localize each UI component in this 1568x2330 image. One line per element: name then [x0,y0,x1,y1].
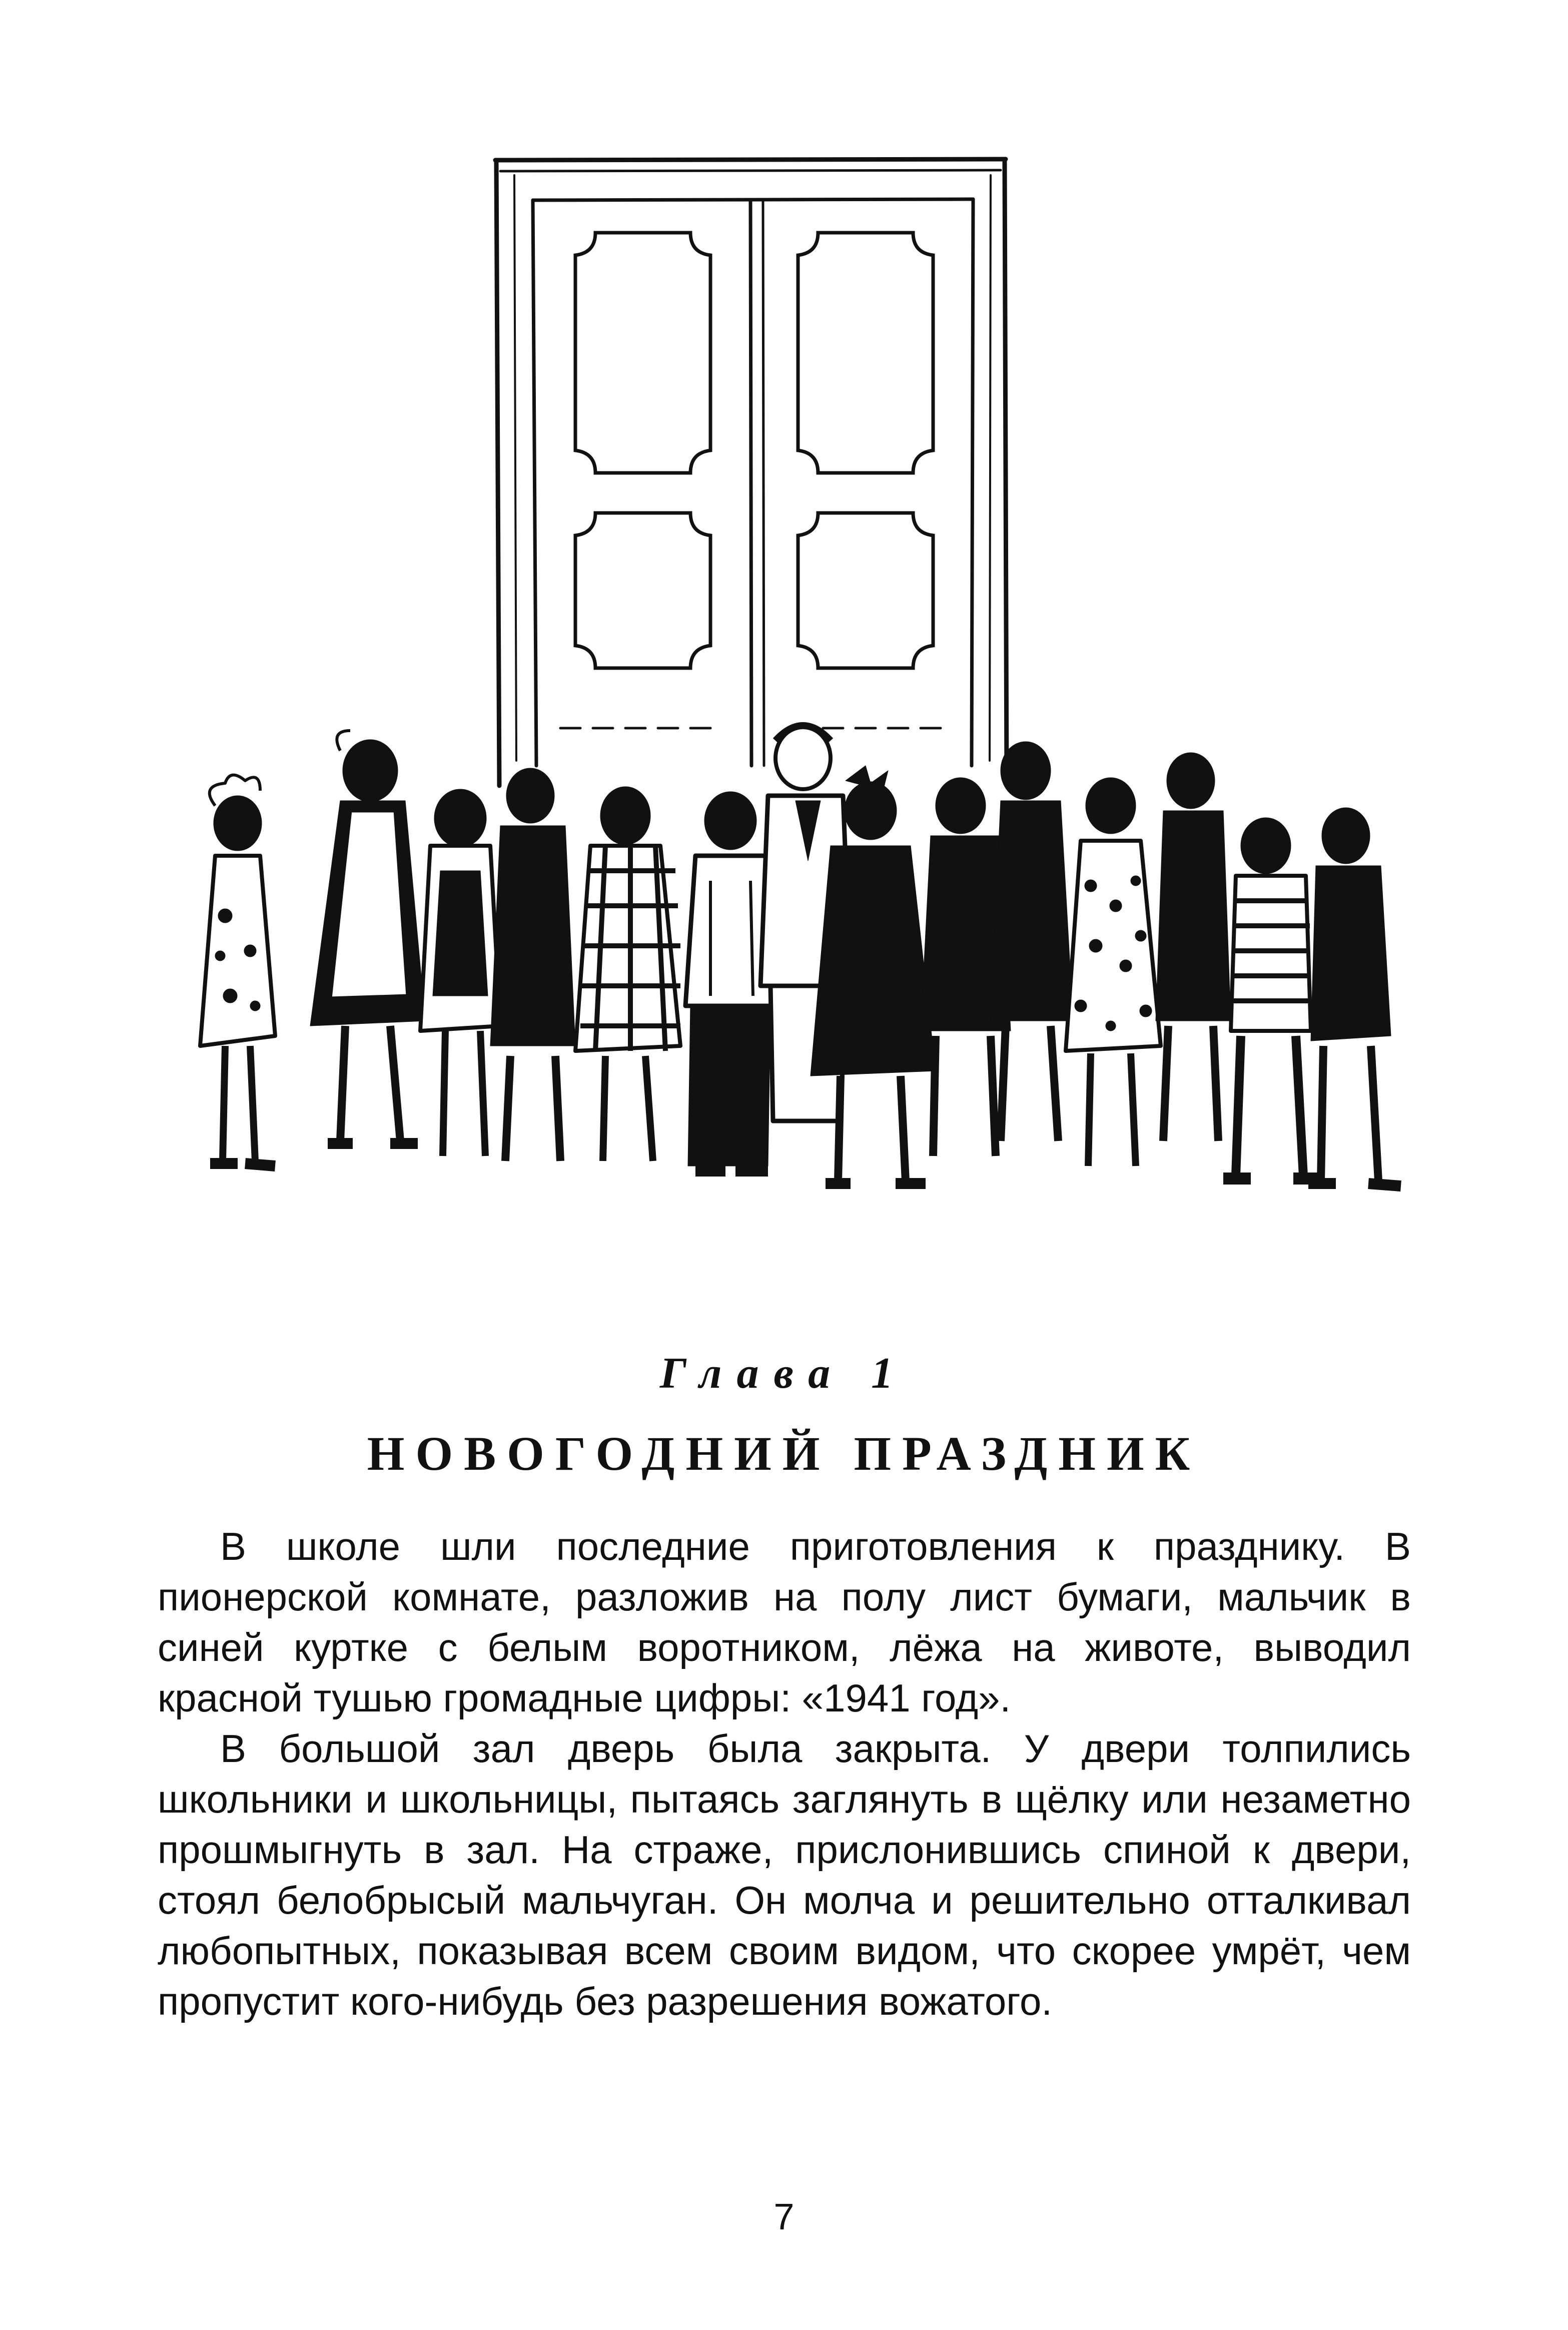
illustration-svg [180,145,1406,1256]
chapter-label: Глава 1 [659,1349,909,1398]
girl-figure-2 [310,731,425,1143]
double-door-drawing [495,159,1007,786]
boy-figure-5 [1156,753,1231,1141]
girl-figure-4 [575,787,680,1161]
girl-figure-6 [1066,778,1161,1166]
girl-figure-1 [200,775,275,1166]
girl-figure-3 [420,789,500,1156]
boy-figure-1 [490,768,575,1161]
paragraph-2: В большой зал дверь была закрыта. У двери толпились школьники и школьницы, пытаясь заглянуть в щёлку или незаметно прошмыгнуть в зал. На страже, прислонившись спиной к двери, стоял белобрысый мальчуган. Он молча и решительно отталкивал любопытных, показывая всем своим видом, что скорее умрёт, чем пропустит кого-нибудь без разрешения вожатого. [158,1726,1411,2023]
chapter-title: НОВОГОДНИЙ ПРАЗДНИК [367,1427,1201,1480]
chapter-illustration [180,145,1406,1256]
boy-figure-7 [1308,808,1401,1186]
paragraph-1: В школе шли последние приготовления к празднику. В пионерской комнате, разложив на полу лист бумаги, мальчик в синей куртке с белым воротником, лёжа на животе, выводил красной тушью громадные цифры: «1941 год». [158,1524,1411,1720]
page-number: 7 [773,2196,795,2237]
boy-figure-4 [991,742,1073,1141]
boy-figure-6 [1223,818,1321,1179]
chapter-body-text [158,1521,1411,2027]
children-crowd-drawing [200,726,1401,1186]
